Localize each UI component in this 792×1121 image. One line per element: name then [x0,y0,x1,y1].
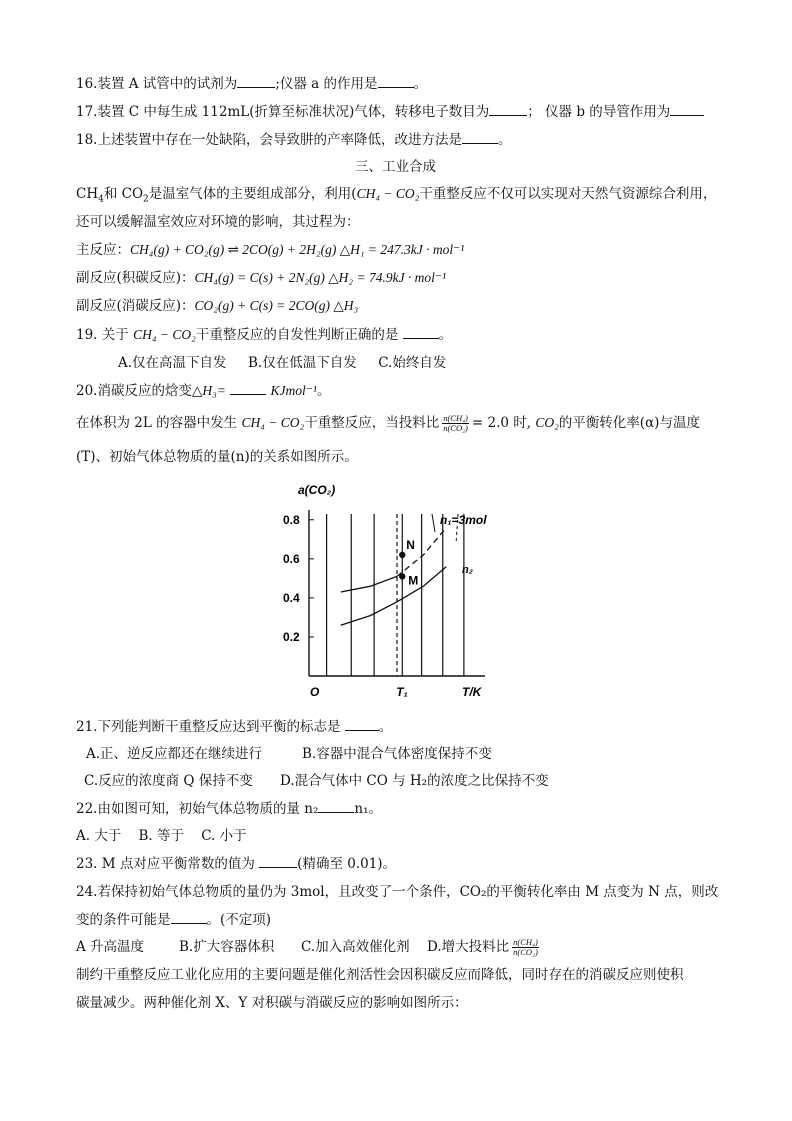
para3-line-1: 制约干重整反应工业化应用的主要问题是催化剂活性会因积碳反应而降低，同时存在的消碳反应则使积 [76,967,684,983]
q16-text: 16.装置 A 试管中的试剂为 [76,76,238,92]
para2-formula: CH₄ − CO₂ [241,415,305,430]
ratio-denominator: n(CO₂) [443,423,468,433]
q23-text-b: (精确至 0.01)。 [297,856,397,872]
side-reaction-1 [76,269,446,287]
y-tick-label: 0.8 [283,512,300,527]
q17-line [76,103,704,121]
q21-option-d[interactable]: D.混合气体中 CO 与 H₂的浓度之比保持不变 [280,773,549,789]
q20-blank[interactable] [230,382,266,395]
q22-option-c[interactable]: C. 小于 [201,828,247,844]
q21-line [76,718,392,736]
q19-formula: CH₄ − CO₂ [133,327,196,342]
q22-text: 22.由如图可知，初始气体总物质的量 n₂ [76,801,319,817]
q21-option-a[interactable]: A.正、逆反应都还在继续进行 [86,746,263,762]
q22-line [76,800,382,818]
q17-blank-1[interactable] [489,103,527,116]
q16-end: 。 [413,76,427,92]
q19-text: 19. 关于 [76,327,129,343]
q24-option-a[interactable]: A 升高温度 [76,939,145,955]
q20-line [76,382,330,400]
para2-text-d: 的平衡转化率(α)与温度 [558,415,700,431]
point-N [399,552,405,558]
q21-option-c[interactable]: C.反应的浓度商 Q 保持不变 [84,773,253,789]
side-reaction-1-equation: CH₄(g) = C(s) + 2N₂(g) △H₂ = 74.9kJ · mol⁻¹ [194,270,447,285]
q18-end: 。 [497,132,512,148]
para2-text-a: 在体积为 2L 的容器中发生 [76,415,238,431]
x-axis-label: T/K [462,685,482,699]
point-M [399,573,405,579]
q24-blank[interactable] [171,911,207,924]
q20-unit: KJmol⁻¹ [270,383,317,398]
q24-options [76,937,538,957]
y-axis-label: a(CO₂) [298,483,336,497]
side-reaction-2-label: 副反应(消碳反应)： [76,298,195,314]
q23-line [76,855,396,873]
q24-ratio-numerator: n(CH₄) [513,937,538,947]
q22-option-a[interactable]: A. 大于 [76,828,122,844]
q16-text-mid: ;仪器 a 的作用是 [275,76,378,92]
main-reaction-equation: CH₄(g) + CO₂(g) ⇌ 2CO(g) + 2H₂(g) △H₁ = 247.3kJ · mol⁻¹ [130,242,465,257]
q20-formula: △H₃= [191,383,226,398]
sub-4: 4 [98,194,104,205]
q19-option-c[interactable]: C.始终自发 [378,355,447,371]
grid-lines [327,514,464,676]
conversion-chart [280,474,520,704]
q22-options [76,827,247,845]
q21-end: 。 [378,719,393,735]
q19-text-b: 干重整反应的自发性判断正确的是 [195,327,399,343]
point-M-label: M [408,573,419,588]
intro-text-b: 和 CO [103,186,144,202]
q16-line [76,75,427,93]
q18-text: 18.上述装置中存在一处缺陷，会导致肼的产率降低，改进方法是 [76,132,462,148]
intro-text: CH [76,186,99,202]
q19-end: 。 [438,327,453,343]
q24-line-2 [76,911,271,929]
section-title: 三、工业合成 [355,159,436,175]
q23-blank[interactable] [259,855,297,868]
q22-blank[interactable] [318,800,354,813]
ratio-fraction [442,414,469,433]
q21-option-b[interactable]: B.容器中混合气体密度保持不变 [302,746,492,762]
q21-options-row-2 [84,772,549,790]
para2-line-2: (T)、初始气体总物质的量(n)的关系如图所示。 [76,449,358,465]
q19-line [76,326,452,344]
side-reaction-2 [76,297,358,315]
sub-2: 2 [143,194,149,205]
q21-options-row-1 [86,745,492,763]
intro-text-c: 是温室气体的主要组成部分，利用( [148,186,357,202]
q24-text-b: 。(不定项) [206,912,272,928]
origin-label: O [310,685,320,699]
ratio-numerator: n(CH₄) [443,413,468,423]
q24-option-b[interactable]: B.扩大容器体积 [179,939,275,955]
para3-line-2: 碳量减少。两种催化剂 X、Y 对积碳与消碳反应的影响如图所示： [76,995,468,1011]
main-reaction-label: 主反应： [76,242,130,258]
y-tick-label: 0.6 [283,551,300,566]
series-n1-label: n₁=3mol [440,513,487,527]
q18-line [76,131,511,149]
q20-end: 。 [316,383,331,399]
q17-text: 17.装置 C 中每生成 112mL(折算至标准状况)气体，转移电子数目为 [76,104,490,120]
intro-line-2: 还可以缓解温室效应对环境的影响，其过程为： [76,214,360,230]
reaction-formula: CH₄ − CO₂ [356,186,420,201]
q24-option-c[interactable]: C.加入高效催化剂 [301,939,410,955]
q19-options [118,354,446,372]
y-tick-label: 0.2 [283,629,300,644]
q17-blank-2[interactable] [670,103,704,116]
q24-ratio-fraction [512,938,539,957]
q22-text-b: n₁。 [354,801,382,817]
q18-blank[interactable] [462,131,498,144]
para2-line-1 [76,414,700,433]
q19-option-a[interactable]: A.仅在高温下自发 [118,355,227,371]
intro-line-1 [76,185,716,209]
q19-option-b[interactable]: B.仅在低温下自发 [248,355,357,371]
q24-option-d-text: D.增大投料比 [427,939,510,955]
side-reaction-1-label: 副反应(积碳反应)： [76,270,195,286]
n1-leader [432,514,435,532]
q21-blank[interactable] [345,718,379,731]
side-reaction-2-equation: CO₂(g) + C(s) = 2CO(g) △H₃ [194,298,359,313]
q24-text: 变的条件可能是 [76,912,171,928]
series-n1-curve [341,576,397,592]
q24-ratio-denominator: n(CO₂) [513,947,538,957]
q16-blank-1[interactable] [237,75,275,88]
series-n2-curve [341,567,447,626]
para2-text-c: = 2.0 时, [471,415,532,431]
para2-formula-2: CO₂ [535,415,559,430]
q24-line-1: 24.若保持初始气体总物质的量仍为 3mol，且改变了一个条件，CO₂的平衡转化率由 M 点变为 N 点，则改 [76,884,719,900]
q24-option-d[interactable] [427,938,542,957]
q21-text: 21.下列能判断干重整反应达到平衡的标志是 [76,719,341,735]
q22-option-b[interactable]: B. 等于 [138,828,185,844]
para2-text-b: 干重整反应，当投料比 [304,415,440,431]
series-n2-label: n₂ [462,564,473,576]
q20-text: 20.消碳反应的焓变 [76,383,192,399]
q17-text-mid: ； 仪器 b 的导管作用为 [527,104,671,120]
point-N-label: N [406,537,415,552]
q16-blank-2[interactable] [378,75,414,88]
q19-blank[interactable] [403,326,439,339]
intro-text-d: 干重整反应不仅可以实现对天然气资源综合利用， [419,186,717,202]
x-tick-T1: T₁ [396,685,408,699]
main-reaction [76,241,464,259]
q23-text: 23. M 点对应平衡常数的值为 [76,856,255,872]
y-tick-label: 0.4 [283,590,300,605]
